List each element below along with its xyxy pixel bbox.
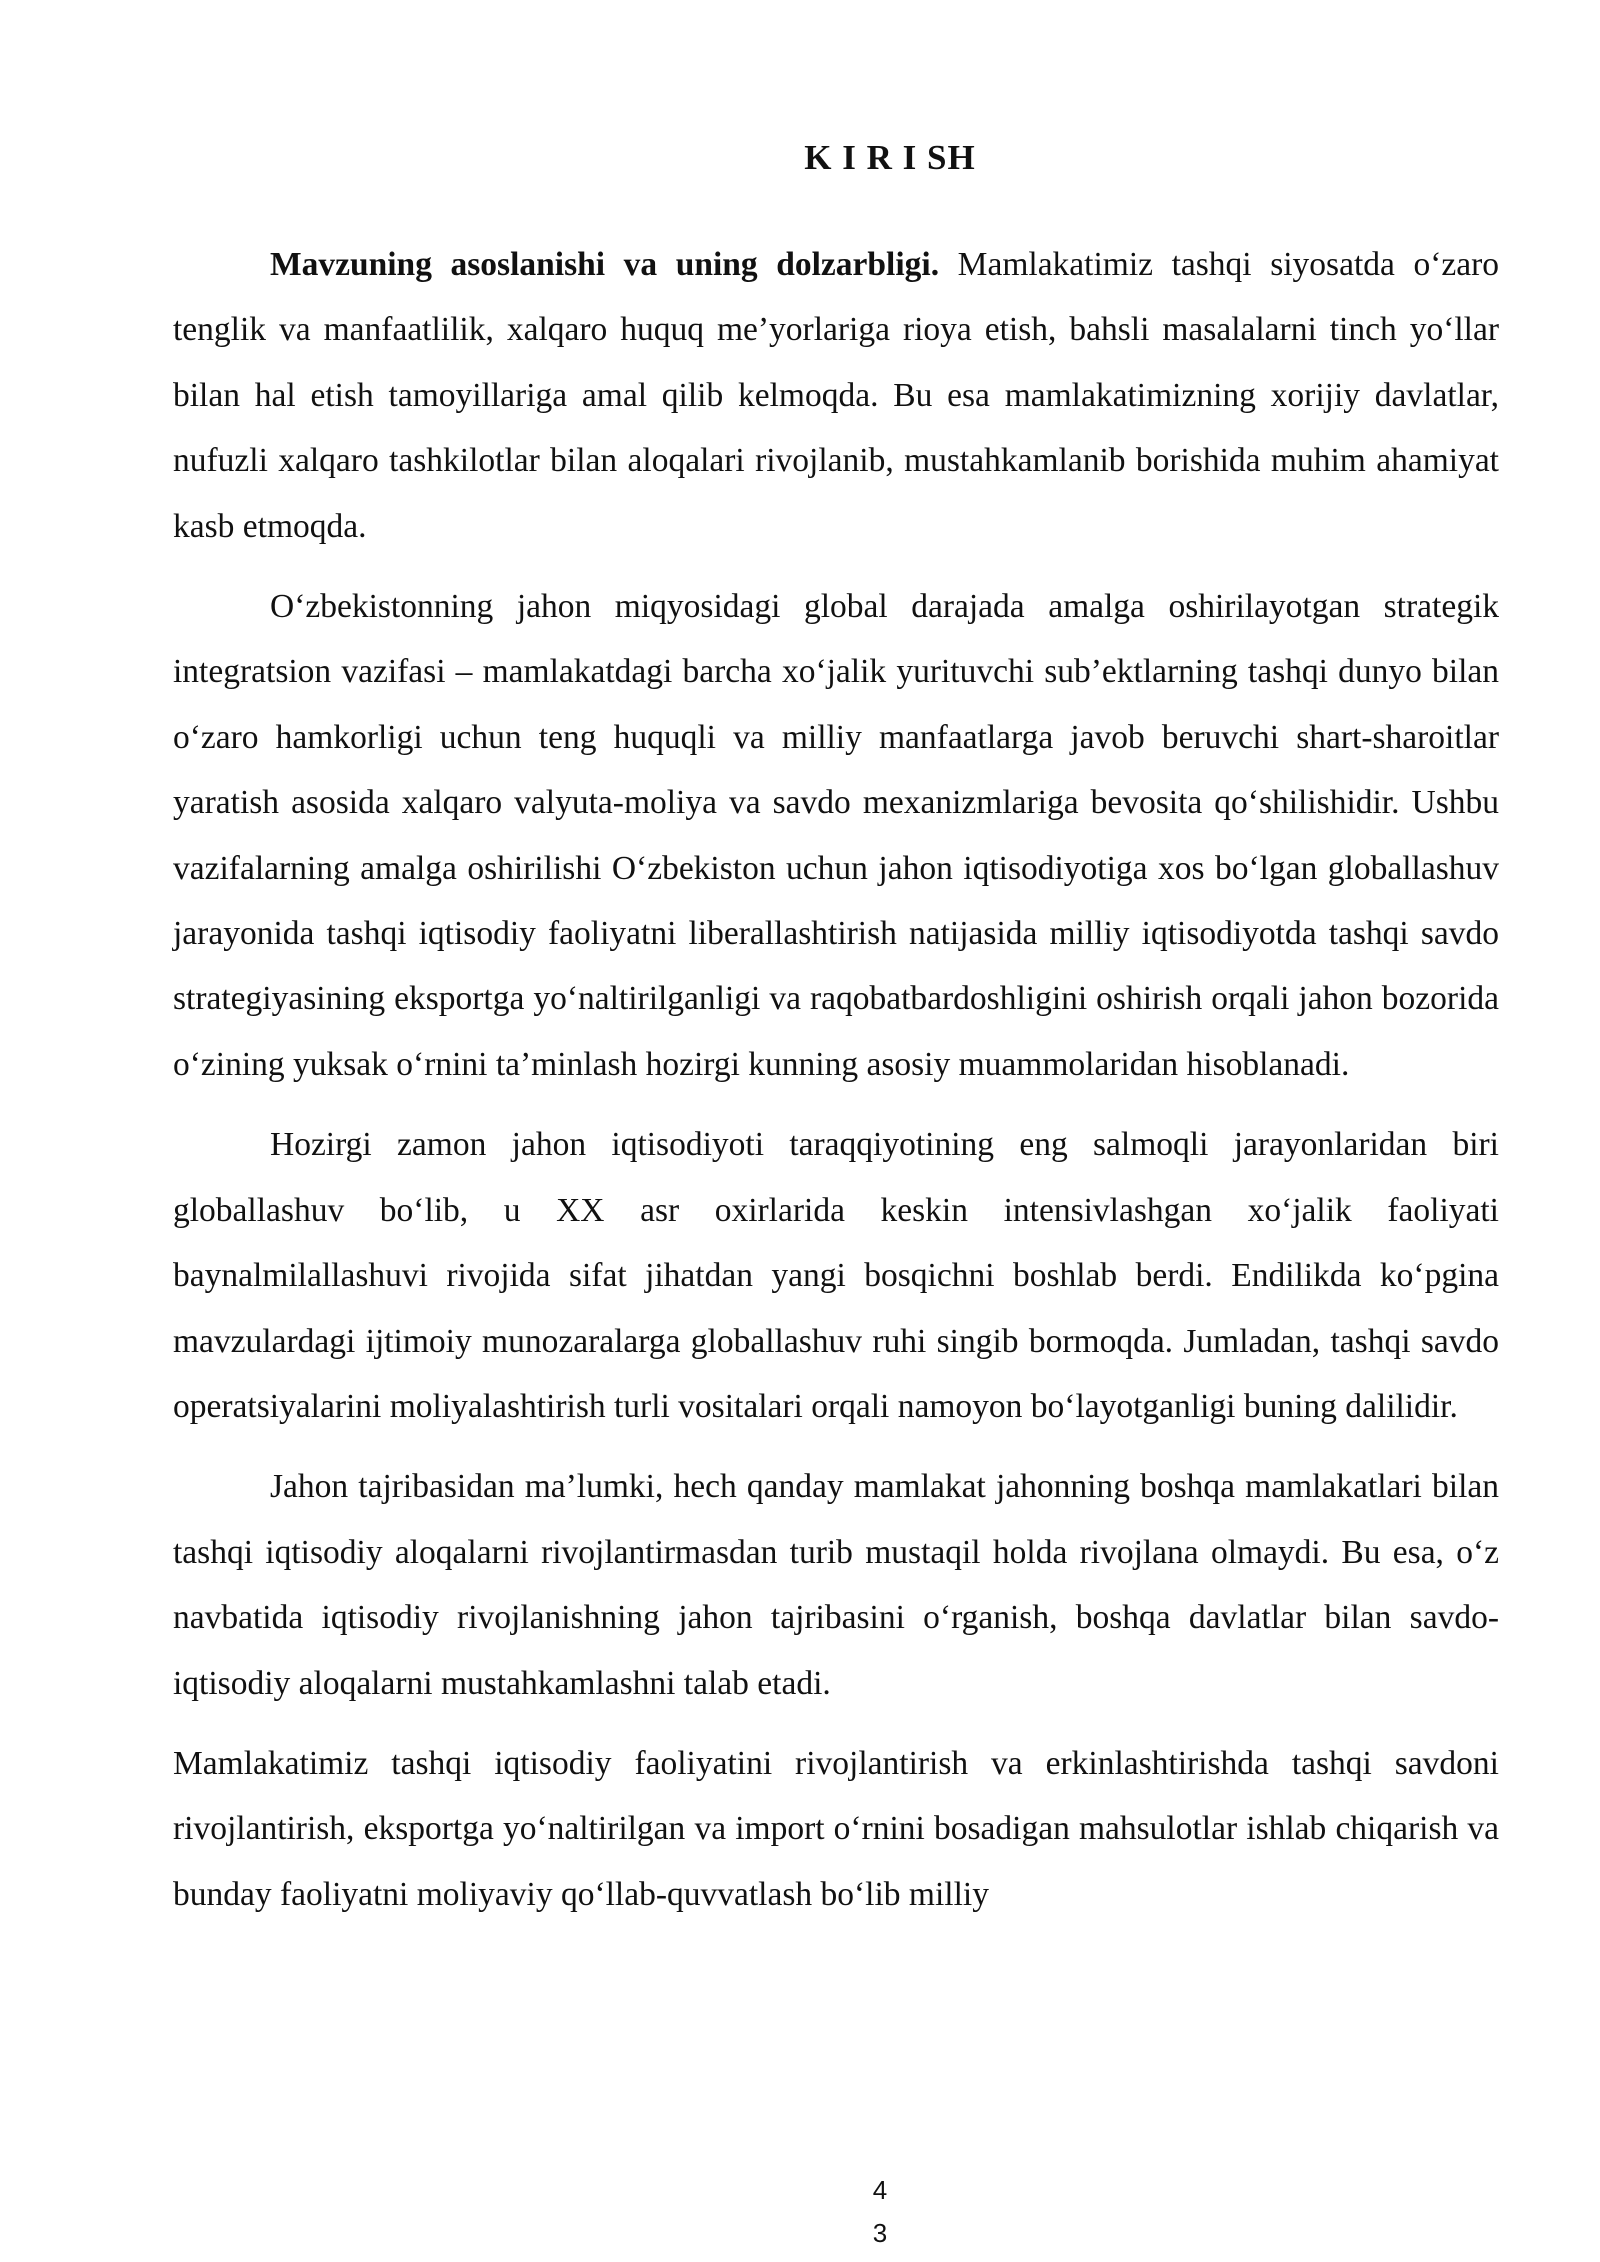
paragraph-3 <box>173 1112 1499 1439</box>
paragraph-2-text: O‘zbekistonning jahon miqyosidagi global darajada amalga oshirilayotgan strategik integratsion vazifasi – mamlakatdagi barcha xo‘jalik yurituvchi sub’ektlarning tashqi dunyo bilan o‘zaro hamkorligi uchun teng huquqli va milliy manfaatlarga javob beruvchi shart-sharoitlar yaratish asosida xalqaro valyuta-moliya va savdo mexanizmlariga bevosita qo‘shilishidir. Ushbu vazifalarning amalga oshirilishi O‘zbekiston uchun jahon iqtisodiyotiga xos bo‘lgan globallashuv jarayonida tashqi iqtisodiy faoliyatni liberallashtirish natijasida milliy iqtisodiyotda tashqi savdo strategiyasining eksportga yo‘naltirilganligi va raqobatbardoshligini oshirish orqali jahon bozorida o‘zining yuksak o‘rnini ta’minlash hozirgi kunning asosiy muammolaridan hisoblanadi. <box>173 588 1499 1083</box>
paragraph-1-text: Mamlakatimiz tashqi siyosatda o‘zaro tenglik va manfaatlilik, xalqaro huquq me’yorlariga rioya etish, bahsli masalalarni tinch yo‘llar bilan hal etish tamoyillariga amal qilib kelmoqda. Bu esa mamlakatimizning xorijiy davlatlar, nufuzli xalqaro tashkilotlar bilan aloqalari rivojlanib, mustahkamlanib borishida muhim ahamiyat kasb etmoqda. <box>173 246 1499 545</box>
paragraph-2 <box>173 574 1499 1097</box>
page-number: 4 <box>872 2175 888 2205</box>
paragraph-3-text: Hozirgi zamon jahon iqtisodiyoti taraqqiyotining eng salmoqli jarayonlaridan biri globallashuv bo‘lib, u XX asr oxirlarida keskin intensivlashgan xo‘jalik faoliyati baynalmilallashuvi rivojida sifat jihatdan yangi bosqichni boshlab berdi. Endilikda ko‘pgina mavzulardagi ijtimoiy munozaralarga globallashuv ruhi singib bormoqda. Jumladan, tashqi savdo operatsiyalarini moliyalashtirish turli vositalari orqali namoyon bo‘layotganligi buning dalilidir. <box>173 1126 1499 1425</box>
paragraph-1-lead: Mavzuning asoslanishi va uning dolzarbligi. <box>270 246 940 283</box>
page-title: K I R I SH <box>804 138 976 177</box>
paragraph-5-text: Mamlakatimiz tashqi iqtisodiy faoliyatini rivojlantirish va erkinlashtirishda tashqi savdoni rivojlantirish, eksportga yo‘naltirilgan va import o‘rnini bosadigan mahsulotlar ishlab chiqarish va bunday faoliyatni moliyaviy qo‘llab-quvvatlash bo‘lib milliy <box>173 1744 1499 1913</box>
paragraph-5 <box>173 1731 1499 1927</box>
paragraph-4 <box>173 1454 1499 1716</box>
page-number-secondary: 3 <box>872 2218 888 2248</box>
paragraph-4-text: Jahon tajribasidan ma’lumki, hech qanday mamlakat jahonning boshqa mamlakatlari bilan tashqi iqtisodiy aloqalarni rivojlantirmasdan turib mustaqil holda rivojlana olmaydi. Bu esa, o‘z navbatida iqtisodiy rivojlanishning jahon tajribasini o‘rganish, boshqa davlatlar bilan savdo-iqtisodiy aloqalarni mustahkamlashni talab etadi. <box>173 1468 1499 1702</box>
document-body <box>173 232 1499 1942</box>
paragraph-1 <box>173 232 1499 559</box>
